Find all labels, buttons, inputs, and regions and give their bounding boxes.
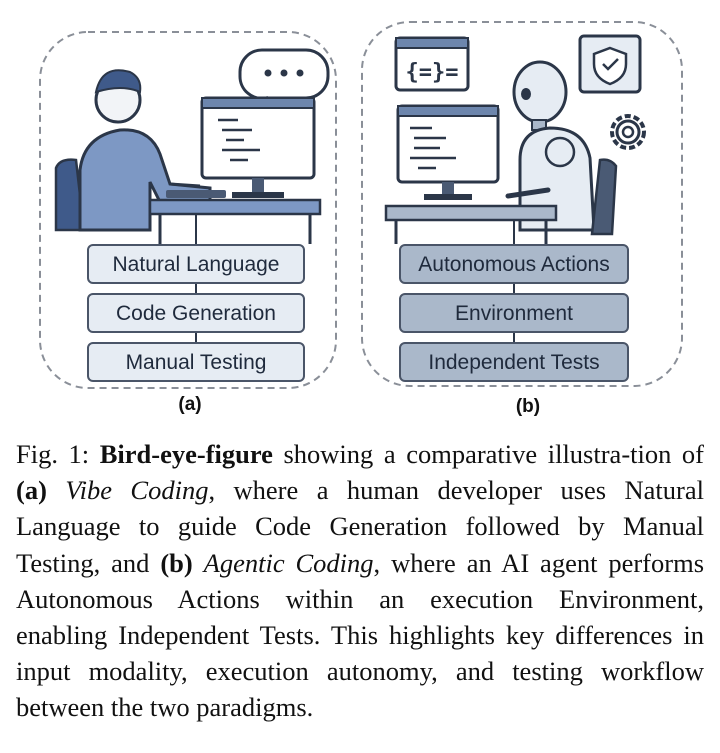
gear-icon xyxy=(612,116,644,148)
panel-b-box-3 xyxy=(400,343,628,381)
robot-chair-icon xyxy=(592,160,616,234)
svg-text:Manual Testing: Manual Testing xyxy=(125,351,267,374)
panel-b-box-2 xyxy=(400,294,628,332)
code-window-icon xyxy=(396,38,468,90)
panel-b xyxy=(362,22,682,417)
svg-text:Natural Language: Natural Language xyxy=(112,253,280,276)
svg-text:Independent Tests: Independent Tests xyxy=(428,351,600,374)
robot-monitor-icon xyxy=(398,106,498,200)
svg-text:{=}=: {=}= xyxy=(405,60,459,85)
caption-b-name: Agentic Coding xyxy=(203,547,374,578)
panel-a-box-1 xyxy=(88,245,304,283)
caption-text-1: showing a comparative illustra-tion of xyxy=(272,439,705,469)
caption-a-name: Vibe Coding xyxy=(65,475,209,506)
caption-fig-label: Fig. 1: xyxy=(16,439,90,469)
svg-text:Code Generation: Code Generation xyxy=(116,302,276,325)
panel-a-label: (a) xyxy=(178,394,202,415)
panel-a-box-3 xyxy=(88,343,304,381)
caption-text-2: , where a human developer uses Natural Language to guide Code Generation followed by Manual Testing, and xyxy=(16,475,704,578)
panel-b-box-1 xyxy=(400,245,628,283)
caption-bold-title: Bird-eye-figure xyxy=(99,439,273,469)
panel-a-box-2 xyxy=(88,294,304,332)
caption-a-marker: (a) xyxy=(16,475,47,506)
svg-text:Environment: Environment xyxy=(455,302,573,325)
monitor-icon xyxy=(202,98,314,198)
figure-caption xyxy=(16,436,704,726)
svg-text:Autonomous Actions: Autonomous Actions xyxy=(418,253,610,276)
panel-a xyxy=(40,32,336,415)
shield-check-icon xyxy=(580,36,640,92)
caption-text-3: , where an AI agent performs Autonomous Actions within an execution Environment, enabling Independent Tests. This highlights key differences in input modality, execution autonomy, and testing workflow between the two paradigms. xyxy=(16,547,705,723)
caption-b-marker: (b) xyxy=(160,547,193,578)
panel-b-label: (b) xyxy=(515,396,541,417)
